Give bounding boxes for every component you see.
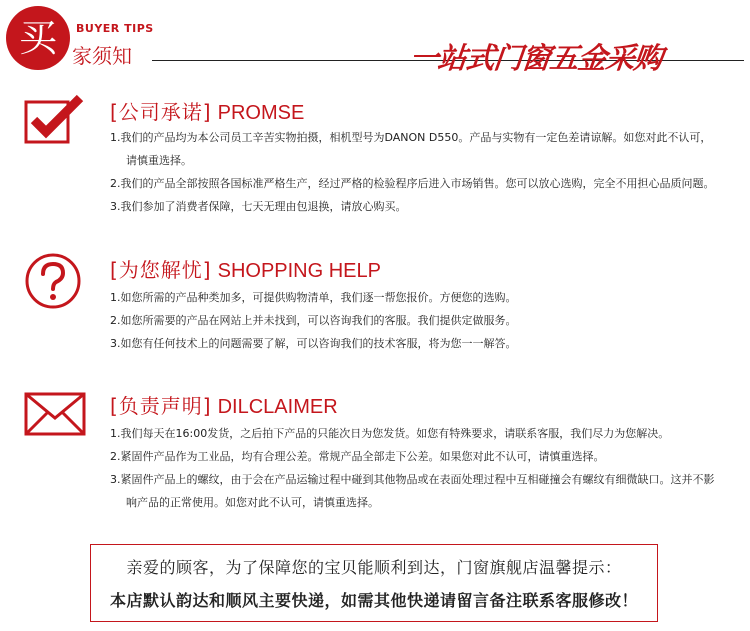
- section-title-cn: [为您解忧]: [110, 258, 212, 282]
- list-item: 1.我们每天在16:00发货，之后拍下产品的只能次日为您发货。如您有特殊要求，请联系客服，我们尽力为您解决。: [110, 427, 670, 440]
- list-item: 2.我们的产品全部按照各国标准严格生产，经过严格的检验程序后进入市场销售。您可以放心选购，完全不用担心品质问题。: [110, 177, 715, 190]
- section-title-en: SHOPPING HELP: [217, 260, 381, 282]
- brand-chinese: 家须知: [72, 44, 132, 68]
- section-title-en: PROMSE: [217, 102, 305, 124]
- section-list: [110, 422, 722, 514]
- list-item: 1.我们的产品均为本公司员工辛苦实物拍摄，相机型号为DANON D550。产品与实物有一定色差请谅解。如您对此不认可，请慎重选择。: [110, 131, 712, 167]
- notice-line: 亲爱的顾客，为了保障您的宝贝能顺利到达，门窗旗舰店温馨提示：: [126, 558, 622, 577]
- list-item: 3.我们参加了消费者保障，七天无理由包退换，请放心购买。: [110, 200, 407, 213]
- question-icon: [24, 252, 82, 314]
- envelope-icon: [24, 392, 86, 440]
- notice-line: 本店默认韵达和顺风主要快递，如需其他快递请留言备注联系客服修改！: [109, 591, 638, 610]
- list-item: 3.如您有任何技术上的问题需要了解，可以咨询我们的技术客服，将为您一一解答。: [110, 337, 517, 350]
- section-title: [110, 96, 304, 125]
- section-list: [110, 286, 722, 355]
- list-item: 2.紧固件产品作为工业品，均有合理公差。常规产品全部走下公差。如果您对此不认可，请慎重选择。: [110, 450, 605, 463]
- checkmark-icon: [24, 94, 86, 148]
- section-title: [110, 254, 381, 283]
- section-title-cn: [公司承诺]: [110, 100, 212, 124]
- list-item: 1.如您所需的产品种类加多，可提供购物清单，我们逐一帮您报价。方便您的选购。: [110, 291, 517, 304]
- section-list: [110, 126, 722, 218]
- slogan: 一站式门窗五金采购: [408, 41, 664, 75]
- logo-badge: 买: [6, 6, 70, 70]
- list-item: 2.如您所需要的产品在网站上并未找到，可以咨询我们的客服。我们提供定做服务。: [110, 314, 517, 327]
- section-title-cn: [负责声明]: [110, 394, 212, 418]
- brand-english: BUYER TIPS: [76, 22, 154, 35]
- notice-box: [90, 544, 658, 622]
- list-item: 3.紧固件产品上的螺纹，由于会在产品运输过程中碰到其他物品或在表面处理过程中互相碰撞会有螺纹有细微缺口。这并不影响产品的正常使用。如您对此不认可，请慎重选择。: [110, 473, 715, 509]
- section-title-en: DILCLAIMER: [217, 396, 338, 418]
- section-title: [110, 390, 338, 419]
